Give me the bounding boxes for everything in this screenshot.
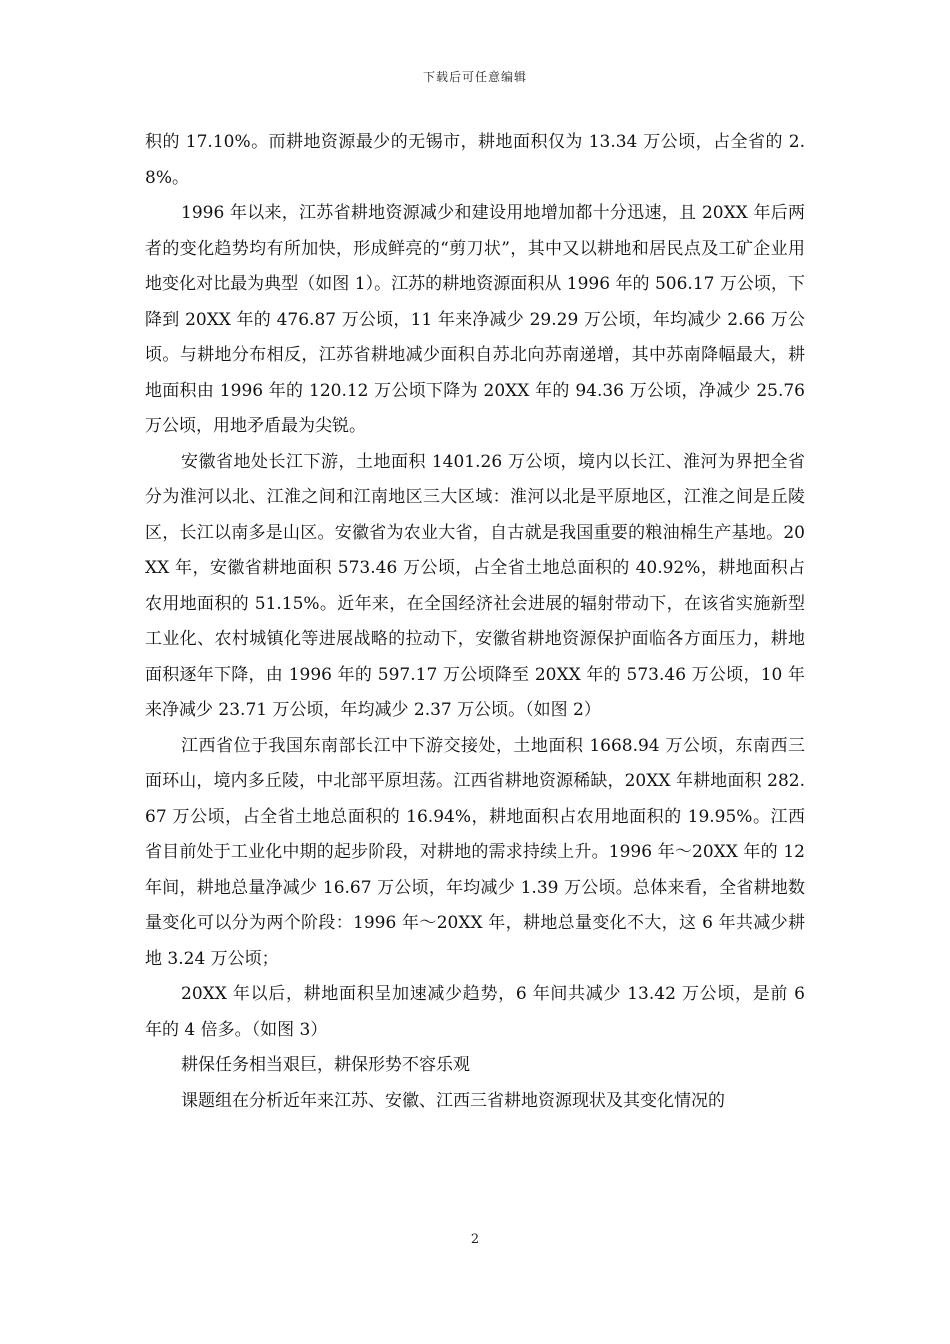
- paragraph-2: 1996 年以来，江苏省耕地资源减少和建设用地增加都十分迅速，且 20XX 年后两者的变化趋势均有所加快，形成鲜亮的“剪刀状”，其中又以耕地和居民点及工矿企业用地变化对比最为典型（如图 1）。江苏的耕地资源面积从 1996 年的 506.17 万公顷，下降到 20XX 年的 476.87 万公顷，11 年来净减少 29.29 万公顷，年均减少 2.66 万公顷。与耕地分布相反，江苏省耕地减少面积自苏北向苏南递增，其中苏南降幅最大，耕地面积由 1996 年的 120.12 万公顷下降为 20XX 年的 94.36 万公顷，净减少 25.76 万公顷，用地矛盾最为尖锐。: [145, 203, 805, 436]
- paragraph-3: 安徽省地处长江下游，土地面积 1401.26 万公顷，境内以长江、淮河为界把全省分为淮河以北、江淮之间和江南地区三大区域：淮河以北是平原地区，江淮之间是丘陵区，长江以南多是山区。安徽省为农业大省，自古就是我国重要的粮油棉生产基地。20XX 年，安徽省耕地面积 573.46 万公顷，占全省土地总面积的 40.92%，耕地面积占农用地面积的 51.15%。近年来，在全国经济社会进展的辐射带动下，在该省实施新型工业化、农村城镇化等进展战略的拉动下，安徽省耕地资源保护面临各方面压力，耕地面积逐年下降，由 1996 年的 597.17 万公顷降至 20XX 年的 573.46 万公顷，10 年来净减少 23.71 万公顷，年均减少 2.37 万公顷。（如图 2）: [145, 451, 805, 720]
- page-header: 下载后可任意编辑: [422, 70, 527, 84]
- paragraph-1: 积的 17.10%。而耕地资源最少的无锡市，耕地面积仅为 13.34 万公顷，占全省的 2.8%。: [145, 132, 805, 188]
- document-body: [145, 125, 805, 1119]
- section-heading: 耕保任务相当艰巨，耕保形势不容乐观: [181, 1055, 470, 1075]
- paragraph-5: 20XX 年以后，耕地面积呈加速减少趋势，6 年间共减少 13.42 万公顷，是前 6 年的 4 倍多。（如图 3）: [145, 984, 805, 1040]
- paragraph-4: 江西省位于我国东南部长江中下游交接处，土地面积 1668.94 万公顷，东南西三面环山，境内多丘陵，中北部平原坦荡。江西省耕地资源稀缺，20XX 年耕地面积 282.67 万公顷，占全省土地总面积的 16.94%，耕地面积占农用地面积的 19.95%。江西省目前处于工业化中期的起步阶段，对耕地的需求持续上升。1996 年～20XX 年的 12 年间，耕地总量净减少 16.67 万公顷，年均减少 1.39 万公顷。总体来看，全省耕地数量变化可以分为两个阶段：1996 年～20XX 年，耕地总量变化不大，这 6 年共减少耕地 3.24 万公顷；: [145, 735, 805, 969]
- page-number: 2: [470, 1232, 480, 1247]
- paragraph-6: 课题组在分析近年来江苏、安徽、江西三省耕地资源现状及其变化情况的: [181, 1090, 725, 1111]
